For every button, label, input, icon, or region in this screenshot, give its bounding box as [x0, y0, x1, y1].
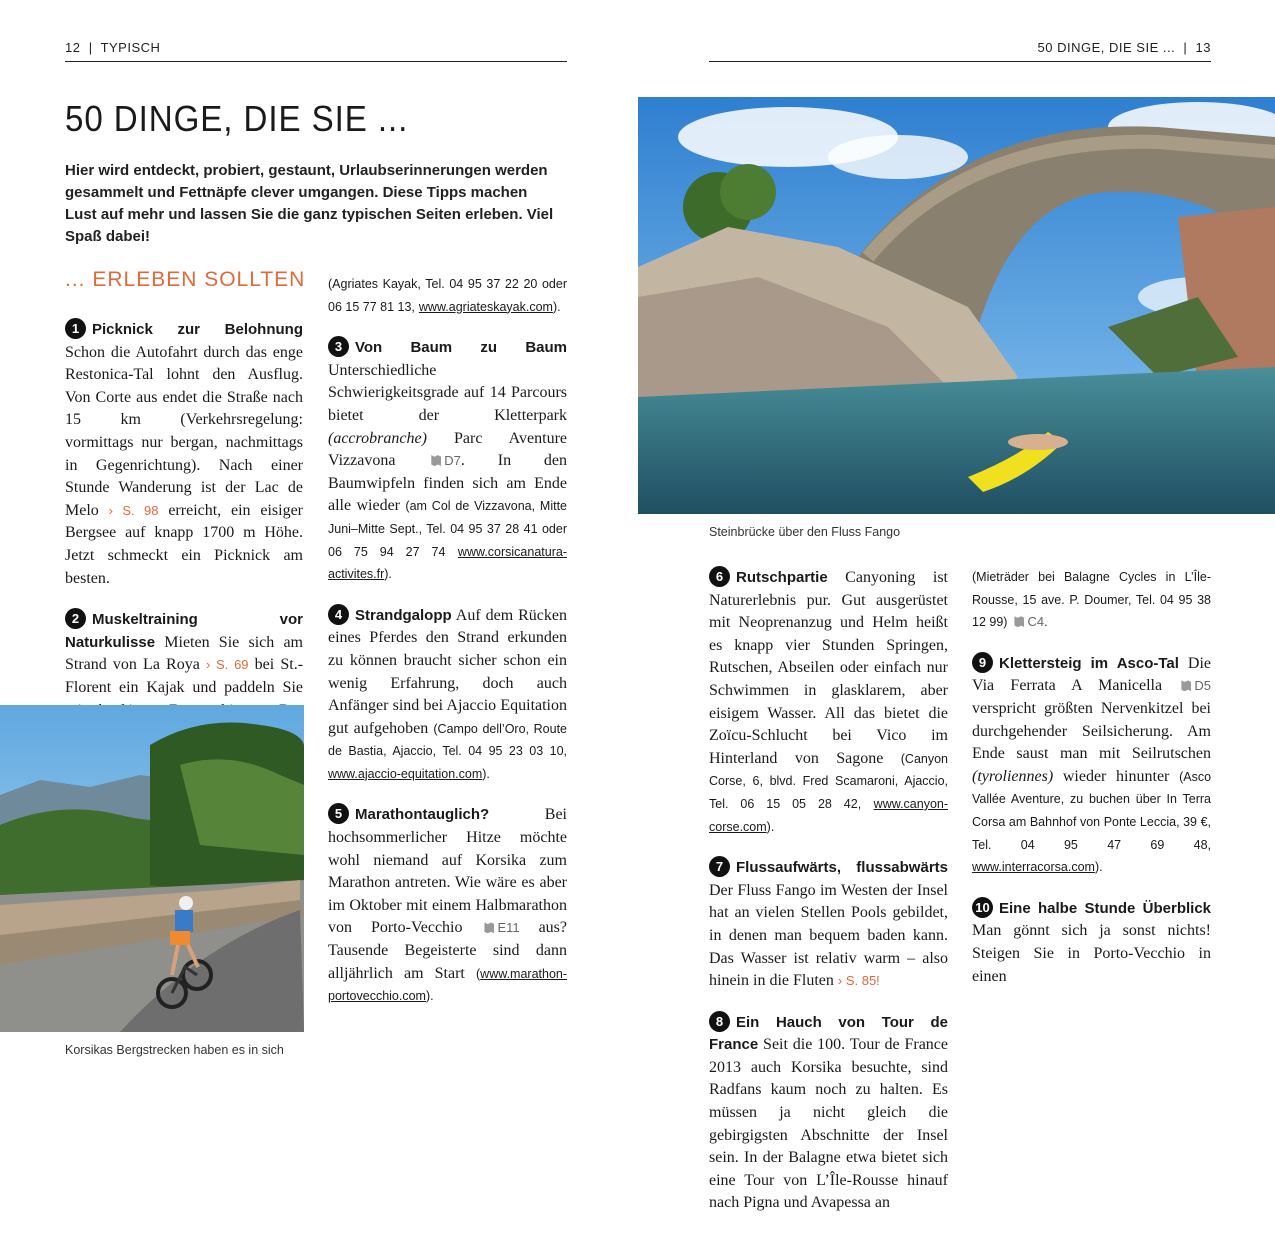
- website-link[interactable]: www.ajaccio-equitation.com: [328, 766, 483, 781]
- tip-info-end: ).: [552, 299, 561, 314]
- tip-italic: (accrobranche): [328, 429, 427, 447]
- tip-info: (Agriates Kayak, Tel. 04 95 37 22 20 oder 06 15 77 81 13,: [328, 277, 567, 314]
- tip-text: erreicht, ein eisiger Bergsee auf knapp 1700 m Höhe. Jetzt schmeckt ein Picknick am besten.: [65, 501, 303, 587]
- tip-info-end: ).: [1094, 860, 1103, 875]
- tip-text-continued: bei St.-Florent ein Kajak und paddeln Sie: [65, 656, 304, 696]
- tip-text: Auf dem Rücken eines Pferdes den Strand erkunden zu können braucht sicher schon ein wenig Erfahrung, doch auch Anfänger sind bei Ajaccio Equitation gut aufgehoben: [328, 606, 567, 737]
- website-link[interactable]: www.canyon-corse.com: [709, 796, 949, 834]
- tip-info: (Campo dell’Oro, Route de Bastia, Ajaccio, Tel. 04 95 23 03 10,: [328, 721, 568, 759]
- tip-info: (am Col de Vizzavona, Mitte Juni–Mitte Sept., Tel. 04 95 37 28 41 oder 06 75 94 27 74: [328, 499, 568, 559]
- website-link[interactable]: www.interracorsa.com: [972, 860, 1095, 875]
- tip-info: (: [476, 966, 481, 981]
- tip-1: [65, 318, 303, 590]
- section-heading: ... ERLEBEN SOLLTEN: [65, 268, 306, 291]
- intro-paragraph: Hier wird entdeckt, probiert, gestaunt, Urlaubserinnerungen werden gesammelt und Fettnäpfe clever umgangen. Diese Tipps machen Lust auf mehr und lassen Sie die ganz typischen Seiten erleben. Viel Spaß dabei!: [65, 162, 554, 245]
- tip-title: Flussaufwärts, flussabwärts: [736, 859, 948, 877]
- map-reference[interactable]: C4: [1027, 614, 1045, 630]
- tip-info: (Canyon Corse, 6, blvd. Fred Scamaroni, Ajaccio, Tel. 06 15 05 28 42,: [709, 751, 948, 811]
- tip-9: [972, 652, 1211, 879]
- map-icon: [484, 922, 494, 933]
- right-header-rule: [709, 61, 1211, 62]
- tip-text: Schon die Autofahrt durch das enge Restonica-Tal lohnt den Ausflug. Von Corte aus endet die Straße nach 15 km (Verkehrsregelung: vormittags nur bergan, nachmittags in Gegenrichtung). Nach einer Stunde Wanderung ist der Lac de Melo: [65, 343, 303, 519]
- tip-text: verspricht größten Nervenkitzel bei durchgehender Seilsicherung. Am Ende saust man mit Seilrutschen: [972, 699, 1211, 763]
- map-reference[interactable]: D5: [1194, 678, 1212, 694]
- tip-text: Canyoning ist Naturerlebnis pur. Gut ausgerüstet mit Neoprenanzug und Helm heißt es knapp vier Stunden Springen, Rutschen, Abseilen oder einfach nur Schwimmen in glasklarem, aber eisigem Wasser. All das bietet die Zoïcu-Schlucht bei Vico im Hinterland von Sagone: [709, 569, 948, 767]
- tip-title: Marathontauglich?: [355, 806, 490, 824]
- website-link[interactable]: www.marathon-portovecchio.com: [328, 966, 568, 1004]
- map-reference[interactable]: E11: [497, 920, 520, 936]
- column-2: [328, 273, 567, 1026]
- tip-number-badge: 7: [709, 856, 730, 877]
- tip-title: Von Baum zu Baum: [355, 339, 567, 357]
- tip-text: Parc Aventure Vizzavona: [328, 429, 567, 470]
- tip-text: Mieten Sie sich am Strand von La Roya: [65, 633, 303, 674]
- tip-number-badge: 5: [328, 803, 349, 824]
- page-reference-link[interactable]: › S. 85!: [837, 973, 880, 989]
- tip-italic: (tyroliennes): [972, 767, 1054, 785]
- tip-info-end: ).: [482, 766, 490, 781]
- cyclist-photo-illustration: [0, 705, 304, 1032]
- tip-title: Klettersteig im Asco-Tal: [999, 654, 1179, 672]
- tip-text: Seit die 100. Tour de France 2013 auch Korsika besuchte, sind Radfans kaum noch zu halten. Es müssen ja nicht gleich die gebirgigsten Abschnitte der Insel sein. In der Balagne etwa bietet sich eine Tour von L’Île-Rousse hinauf nach Pigna und Avapessa an: [709, 1036, 949, 1212]
- tip-number-badge: 10: [972, 897, 993, 918]
- tip-title: Rutschpartie: [736, 569, 828, 586]
- tip-title: Strandgalopp: [355, 606, 452, 624]
- page-reference-link[interactable]: › S. 69: [205, 657, 249, 673]
- tip-number-badge: 8: [709, 1011, 730, 1032]
- tip-7: [709, 856, 948, 993]
- page-title: 50 DINGE, DIE SIE ...: [65, 98, 409, 139]
- tip-text: Man gönnt sich ja sonst nichts! Steigen Sie in Porto-Vecchio in einen: [972, 922, 1211, 985]
- tip-text: Unterschiedliche Schwierigkeitsgrade auf 14 Parcours bietet der Kletterpark: [328, 361, 567, 424]
- column-3: [709, 566, 948, 1233]
- website-link[interactable]: www.corsicanatura-activites.fr: [328, 544, 567, 582]
- tip-info-end: .: [1044, 615, 1048, 630]
- left-running-header: 12 | TYPISCH: [65, 40, 161, 55]
- tip-title: Eine halbe Stunde Überblick: [999, 899, 1211, 917]
- tip-number-badge: 6: [709, 566, 730, 587]
- tip-3: [328, 336, 567, 586]
- bridge-photo-illustration: [638, 97, 1275, 514]
- cyclist-photo: [0, 705, 304, 1032]
- tip-title: Picknick zur Belohnung: [92, 321, 303, 338]
- left-page-number: 12: [65, 40, 81, 55]
- tip-4: [328, 604, 567, 786]
- tip-text: Bei hochsommerlicher Hitze möchte wohl niemand auf Korsika zum Marathon antreten. Wie wäre es aber im Oktober mit einem Halbmarathon von Porto-Vecchio: [328, 806, 567, 937]
- tip-8-continuation: [972, 566, 1211, 634]
- tip-2-continuation: [328, 273, 567, 318]
- tip-number-badge: 3: [328, 336, 349, 357]
- tip-10: [972, 897, 1211, 988]
- tip-info: (Mieträder bei Balagne Cycles in L’Île-Rousse, 15 ave. P. Doumer, Tel. 04 95 38 12 99): [972, 570, 1211, 630]
- tip-info: (Asco Vallée Aventure, zu buchen über In Terra Corsa am Bahnhof von Ponte Leccia, 39 €, Tel. 04 95 47 69 48,: [972, 769, 1212, 852]
- right-page-number: 13: [1195, 40, 1211, 55]
- map-icon: [431, 455, 441, 466]
- left-section-label: TYPISCH: [100, 40, 161, 55]
- bridge-photo-caption: Steinbrücke über den Fluss Fango: [709, 525, 901, 539]
- bridge-photo: [638, 97, 1275, 514]
- tip-8: [709, 1011, 948, 1215]
- tip-number-badge: 2: [65, 608, 86, 629]
- cyclist-photo-caption: Korsikas Bergstrecken haben es in sich: [65, 1043, 284, 1057]
- tip-number-badge: 4: [328, 604, 349, 625]
- map-reference[interactable]: D7: [444, 453, 461, 469]
- tip-text: . In den Baumwipfeln finden sich am Ende alle wieder: [328, 452, 567, 515]
- tip-text: Die Via Ferrata A Manicella: [972, 654, 1211, 695]
- tip-number-badge: 1: [65, 318, 86, 339]
- column-4: [972, 566, 1211, 1006]
- tip-title: Ein Hauch von Tour de France: [709, 1013, 948, 1054]
- website-link[interactable]: www.agriateskayak.com: [418, 299, 553, 314]
- right-running-header: 50 DINGE, DIE SIE ... | 13: [1037, 40, 1211, 55]
- tip-text: Der Fluss Fango im Westen der Insel hat an vielen Stellen Pools gebildet, in denen man bequem baden kann. Das Wasser ist relativ warm – also hinein in die Fluten: [709, 881, 948, 990]
- tip-info-end: ).: [384, 567, 392, 582]
- tip-5: [328, 803, 567, 1007]
- tip-info-end: ).: [425, 989, 434, 1004]
- tip-text: wieder hinunter: [1062, 767, 1170, 785]
- tip-number-badge: 9: [972, 652, 993, 673]
- map-icon: [1181, 680, 1191, 691]
- right-section-label: 50 DINGE, DIE SIE ...: [1037, 40, 1176, 55]
- tip-6: [709, 566, 948, 838]
- left-header-rule: [65, 61, 567, 62]
- map-icon: [1014, 616, 1024, 627]
- tip-title: Muskeltraining vor Naturkulisse: [65, 611, 303, 651]
- page-reference-link[interactable]: › S. 98: [108, 502, 159, 518]
- tip-info-end: ).: [766, 819, 775, 834]
- tip-text: aus? Tausende Begeisterte sind dann alljährlich am Start: [328, 919, 567, 982]
